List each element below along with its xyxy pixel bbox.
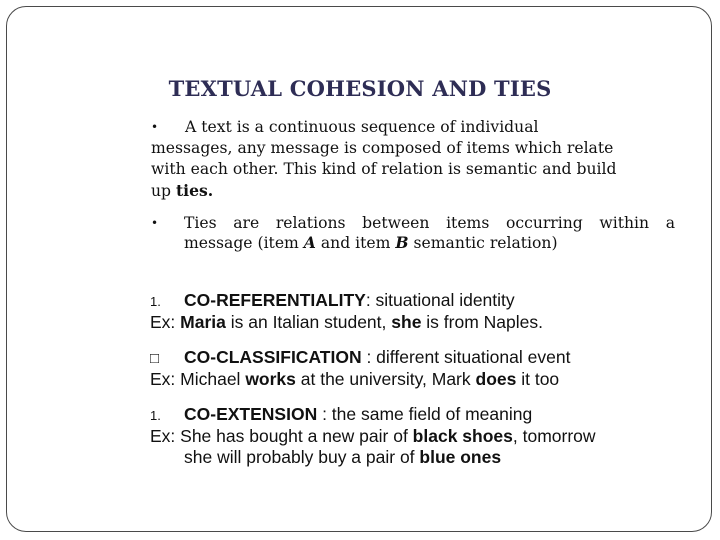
- section-co-extension: [150, 404, 596, 468]
- example-text: she will probably buy a pair of: [184, 447, 420, 467]
- bullet-2-text: semantic relation): [408, 234, 558, 252]
- section-heading-rest: : situational identity: [365, 290, 515, 310]
- example-text: is from Naples.: [421, 312, 543, 332]
- section-heading-bold: CO-REFERENTIALITY: [184, 290, 366, 310]
- section-heading: [150, 290, 543, 312]
- bullet-marker: •: [151, 120, 159, 134]
- section-marker: 1.: [150, 294, 161, 309]
- example-bold: works: [245, 369, 296, 389]
- example-text: it too: [516, 369, 560, 389]
- example-text: , tomorrow: [512, 426, 596, 446]
- bullet-2-line-1: Ties are relations between items occurring within a: [184, 214, 675, 232]
- example-bold: she: [391, 312, 422, 332]
- example-text: Ex: Michael: [150, 369, 246, 389]
- example-text: Ex: She has bought a new pair of: [150, 426, 413, 446]
- section-heading-rest: : different situational event: [361, 347, 571, 367]
- example-text: at the university, Mark: [295, 369, 476, 389]
- section-marker: □: [150, 350, 160, 367]
- item-b-label: B: [395, 233, 409, 252]
- example-bold: Maria: [180, 312, 226, 332]
- section-example: [150, 312, 543, 333]
- example-text: Ex:: [150, 312, 181, 332]
- section-heading: [150, 404, 596, 426]
- section-heading: [150, 347, 570, 369]
- section-example: [150, 369, 570, 390]
- bullet-paragraph-1: [151, 117, 621, 202]
- bullet-1-text: A text is a continuous sequence of individual messages, any message is composed of items which relate with each other. This kind of relation is semantic and build up: [151, 118, 617, 200]
- example-bold: blue ones: [419, 447, 502, 467]
- example-bold: black shoes: [412, 426, 513, 446]
- section-heading-rest: : the same field of meaning: [317, 404, 533, 424]
- bullet-2-line-2: [184, 233, 675, 253]
- example-text: is an Italian student,: [225, 312, 392, 332]
- section-heading-bold: CO-CLASSIFICATION: [184, 347, 362, 367]
- bullet-paragraph-2: [151, 213, 675, 253]
- section-example: [150, 426, 596, 447]
- section-example-continued: [150, 447, 596, 468]
- bullet-marker: •: [151, 216, 159, 230]
- bullet-1-bold-text: ties.: [175, 181, 214, 200]
- bullet-2-text: message (item: [184, 234, 304, 252]
- section-heading-bold: CO-EXTENSION: [184, 404, 318, 424]
- example-bold: does: [475, 369, 517, 389]
- item-a-label: A: [303, 233, 316, 252]
- bullet-2-text: and item: [315, 234, 396, 252]
- slide-title: TEXTUAL COHESION AND TIES: [168, 76, 552, 101]
- section-co-referentiality: [150, 290, 543, 333]
- section-co-classification: [150, 347, 570, 390]
- section-marker: 1.: [150, 408, 161, 423]
